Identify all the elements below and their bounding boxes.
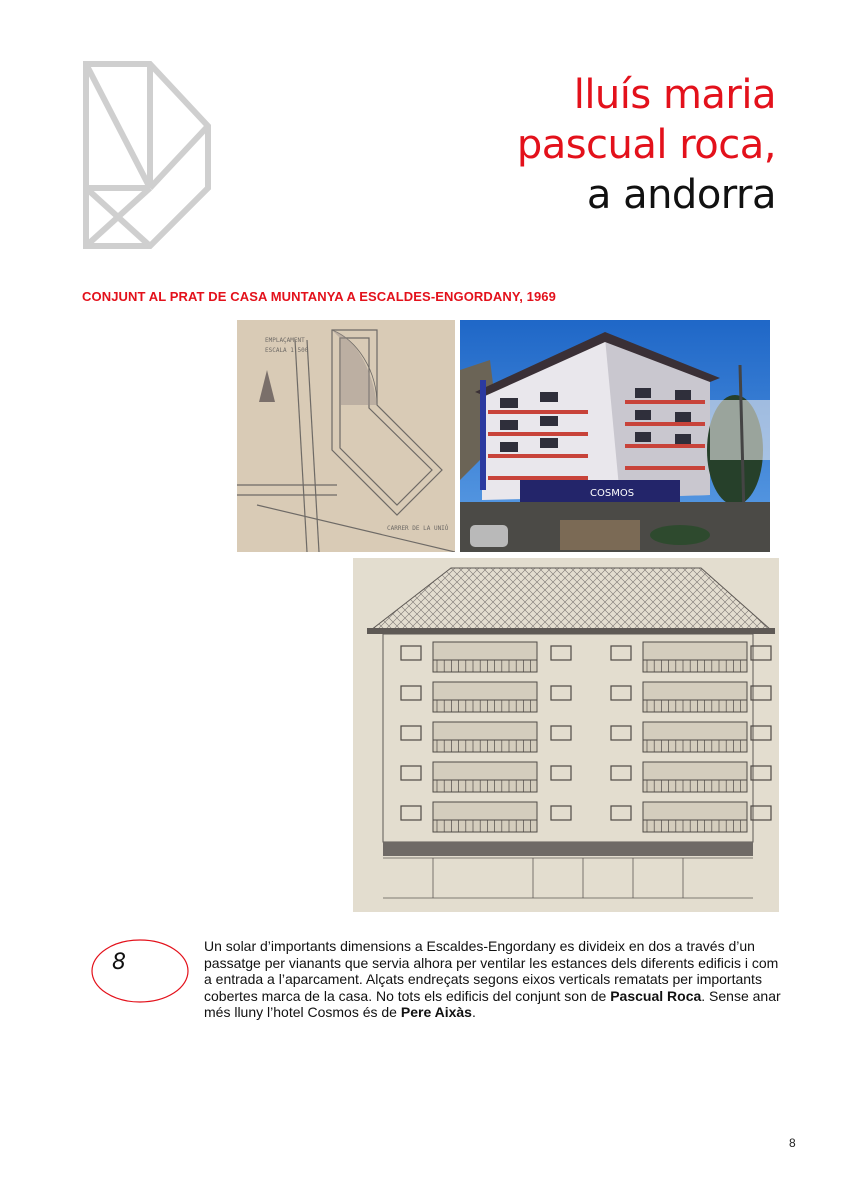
caption-text-part-1: Un solar d’importants dimensions a Escaldes-Engordany es divideix en dos a través d’un passatge per vianants que servia alhora per ventilar les estances dels diferents edificis i com a entrada a l’aparcament. Alçats endreçats segons eixos verticals rematats per importants cobertes marca de la casa. No tots els edificis del conjunt son de bbox=[204, 938, 779, 1004]
site-plan-label-1: EMPLAÇAMENT bbox=[265, 337, 305, 344]
figure-number: 8 bbox=[112, 950, 126, 975]
elevation-drawing bbox=[353, 558, 779, 912]
site-plan-label-2: ESCALA 1:500 bbox=[265, 347, 309, 354]
building-photo bbox=[460, 320, 770, 552]
site-plan-image bbox=[237, 320, 455, 552]
title-line-1: lluís maria bbox=[573, 72, 776, 118]
page-title bbox=[517, 70, 776, 220]
section-heading: CONJUNT AL PRAT DE CASA MUNTANYA A ESCALDES-ENGORDANY, 1969 bbox=[82, 289, 556, 304]
site-plan-label-3: CARRER DE LA UNIÓ bbox=[387, 525, 449, 532]
caption-bold-architect: Pascual Roca bbox=[610, 987, 702, 1004]
caption-text-part-3: . bbox=[471, 1004, 476, 1021]
caption-bold-architect-2: Pere Aixàs bbox=[400, 1004, 472, 1021]
title-line-3: a andorra bbox=[586, 172, 776, 218]
caption-text bbox=[204, 938, 784, 1021]
hotel-sign-text: COSMOS bbox=[590, 488, 635, 499]
caption-text-part-2: . Sense anar més lluny l’hotel Cosmos és de bbox=[204, 987, 781, 1021]
figure-number-badge bbox=[90, 938, 190, 1004]
title-line-2: pascual roca, bbox=[516, 122, 776, 168]
logo-icon bbox=[80, 60, 215, 250]
page-number: 8 bbox=[789, 1136, 796, 1150]
